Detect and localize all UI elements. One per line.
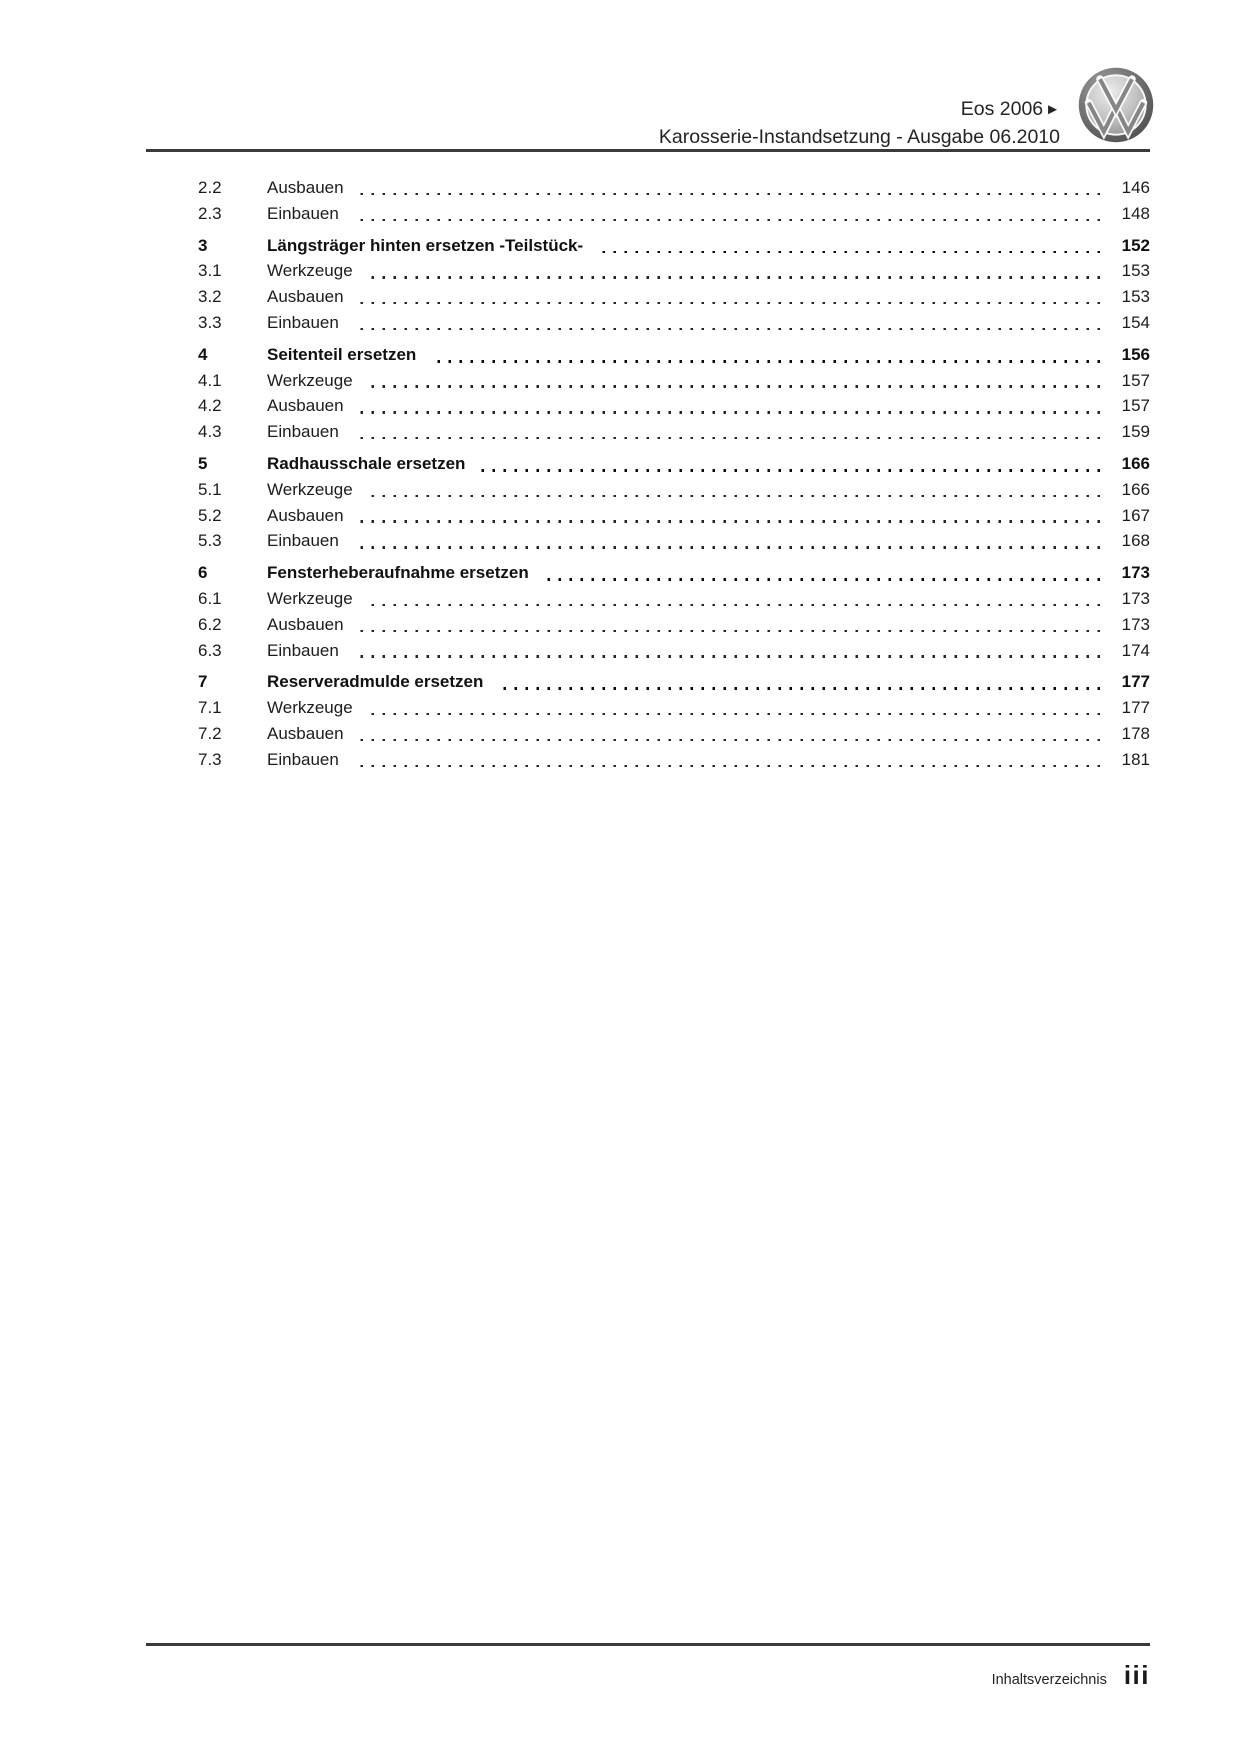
toc-entry-label: Ausbauen <box>267 505 344 525</box>
toc-entry-label: Werkzeuge <box>267 588 353 608</box>
footer-divider <box>146 1643 1150 1646</box>
toc-entry-number: 6.2 <box>198 614 222 634</box>
toc-dot-leader <box>478 469 1100 472</box>
toc-page-number: 148 <box>1121 203 1150 223</box>
toc-dot-leader <box>352 655 1100 657</box>
toc-dot-leader <box>366 604 1100 606</box>
toc-entry-label: Ausbauen <box>267 614 344 634</box>
toc-dot-leader <box>366 276 1100 278</box>
toc-entry <box>146 747 1150 773</box>
toc-page-number: 159 <box>1121 422 1150 442</box>
toc-page-number: 181 <box>1121 749 1150 769</box>
toc-entry-number: 4.2 <box>198 396 222 416</box>
toc-entry-number: 7.2 <box>198 723 222 743</box>
toc-dot-leader <box>596 251 1100 254</box>
toc-dot-leader <box>352 765 1100 767</box>
toc-entry-number: 4 <box>198 344 208 364</box>
toc-entry-label: Ausbauen <box>267 287 344 307</box>
header-subtitle: Karosserie-Instandsetzung - Ausgabe 06.2010 <box>658 126 1060 148</box>
toc-dot-leader <box>366 713 1100 715</box>
toc-entry-number: 4.3 <box>198 422 222 442</box>
toc-entry-number: 7.3 <box>198 749 222 769</box>
footer-page-number: iii <box>1123 1660 1150 1690</box>
toc-dot-leader <box>366 495 1100 497</box>
toc-page-number: 157 <box>1121 370 1150 390</box>
toc-page-number: 153 <box>1121 287 1150 307</box>
toc-page-number: 173 <box>1121 614 1150 634</box>
toc-entry <box>146 477 1150 503</box>
right-arrow-icon: ► <box>1045 101 1060 118</box>
toc-page-number: 166 <box>1121 453 1150 473</box>
toc-page-number: 168 <box>1121 531 1150 551</box>
toc-dot-leader <box>366 385 1100 387</box>
toc-entry <box>146 586 1150 612</box>
toc-entry-number: 6.3 <box>198 640 222 660</box>
toc-entry-number: 7.1 <box>198 698 222 718</box>
toc-entry-label: Einbauen <box>267 531 339 551</box>
toc-entry <box>146 560 1150 586</box>
toc-dot-leader <box>357 739 1100 741</box>
toc-entry-label: Ausbauen <box>267 723 344 743</box>
toc-entry-number: 5.1 <box>198 479 222 499</box>
toc-entry-number: 6.1 <box>198 588 222 608</box>
toc-entry <box>146 721 1150 747</box>
toc-entry-label: Einbauen <box>267 422 339 442</box>
toc-entry-label: Fensterheberaufnahme ersetzen <box>267 563 529 583</box>
toc-dot-leader <box>352 546 1100 548</box>
model-title: Eos 2006 <box>960 98 1044 120</box>
toc-entry <box>146 258 1150 284</box>
toc-page-number: 174 <box>1121 640 1150 660</box>
toc-entry-number: 5.2 <box>198 505 222 525</box>
toc-entry-number: 3.3 <box>198 312 222 332</box>
toc-entry-label: Werkzeuge <box>267 698 353 718</box>
toc-entry-number: 3.1 <box>198 261 222 281</box>
toc-entry <box>146 342 1150 368</box>
toc-dot-leader <box>542 578 1100 581</box>
toc-dot-leader <box>352 219 1100 221</box>
toc-entry <box>146 393 1150 419</box>
toc-entry-label: Einbauen <box>267 749 339 769</box>
toc-entry-label: Einbauen <box>267 640 339 660</box>
footer-section-label: Inhaltsverzeichnis <box>991 1672 1107 1688</box>
toc-entry <box>146 669 1150 695</box>
toc-entry-number: 5 <box>198 453 208 473</box>
toc-entry-label: Seitenteil ersetzen <box>267 344 417 364</box>
toc-page-number: 152 <box>1121 235 1150 255</box>
toc-page-number: 166 <box>1121 479 1150 499</box>
toc-entry-number: 3.2 <box>198 287 222 307</box>
toc-entry <box>146 451 1150 477</box>
page-header <box>659 96 1060 151</box>
toc-dot-leader <box>352 328 1100 330</box>
toc-entry-number: 2.2 <box>198 178 222 197</box>
toc-entry <box>146 201 1150 227</box>
toc-page-number: 178 <box>1121 723 1150 743</box>
toc-entry-label: Werkzeuge <box>267 261 353 281</box>
volkswagen-logo-icon <box>1078 67 1154 143</box>
toc-page-number: 157 <box>1121 396 1150 416</box>
toc-entry-label: Längsträger hinten ersetzen -Teilstück- <box>267 235 584 255</box>
toc-entry <box>146 233 1150 259</box>
table-of-contents <box>146 175 1150 773</box>
toc-entry <box>146 310 1150 336</box>
toc-entry-label: Ausbauen <box>267 396 344 416</box>
toc-entry <box>146 503 1150 529</box>
header-model-line <box>659 96 1060 124</box>
toc-entry <box>146 175 1150 201</box>
toc-page-number: 146 <box>1121 178 1150 197</box>
toc-page-number: 167 <box>1121 505 1150 525</box>
toc-entry-label: Reserveradmulde ersetzen <box>267 672 484 692</box>
toc-dot-leader <box>357 302 1100 304</box>
toc-entry-number: 7 <box>198 672 208 692</box>
toc-dot-leader <box>357 630 1100 632</box>
toc-dot-leader <box>357 520 1100 522</box>
toc-dot-leader <box>429 360 1100 363</box>
toc-page-number: 177 <box>1121 672 1150 692</box>
toc-entry <box>146 638 1150 664</box>
toc-entry-number: 6 <box>198 563 208 583</box>
header-divider <box>146 149 1150 152</box>
toc-entry <box>146 612 1150 638</box>
toc-dot-leader <box>357 193 1100 195</box>
toc-entry <box>146 368 1150 394</box>
toc-page-number: 173 <box>1121 563 1150 583</box>
toc-entry-number: 2.3 <box>198 203 222 223</box>
toc-entry-label: Werkzeuge <box>267 370 353 390</box>
toc-entry-label: Ausbauen <box>267 178 344 197</box>
page-footer <box>992 1660 1150 1691</box>
toc-entry-label: Werkzeuge <box>267 479 353 499</box>
toc-page-number: 153 <box>1121 261 1150 281</box>
toc-dot-leader <box>357 411 1100 413</box>
toc-entry-label: Einbauen <box>267 203 339 223</box>
toc-entry-label: Radhausschale ersetzen <box>267 453 466 473</box>
toc-entry <box>146 284 1150 310</box>
toc-page-number: 173 <box>1121 588 1150 608</box>
toc-page-number: 156 <box>1121 344 1150 364</box>
toc-entry <box>146 419 1150 445</box>
toc-page-number: 154 <box>1121 312 1150 332</box>
toc-entry-number: 3 <box>198 235 208 255</box>
toc-entry-label: Einbauen <box>267 312 339 332</box>
toc-dot-leader <box>352 437 1100 439</box>
toc-entry-number: 4.1 <box>198 370 222 390</box>
toc-entry <box>146 528 1150 554</box>
toc-page-number: 177 <box>1121 698 1150 718</box>
toc-entry <box>146 695 1150 721</box>
toc-entry-number: 5.3 <box>198 531 222 551</box>
toc-dot-leader <box>496 687 1100 690</box>
